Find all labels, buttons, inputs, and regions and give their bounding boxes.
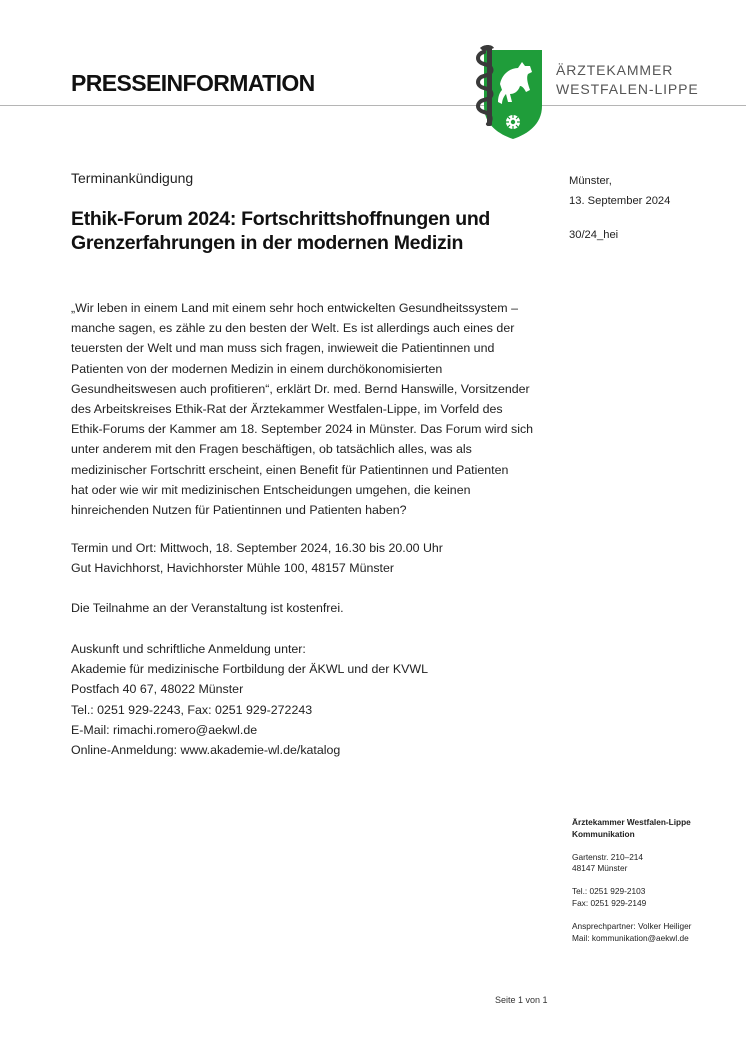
text-line: des Arbeitskreises Ethik-Rat der Ärztekammer Westfalen-Lippe, im Vorfeld des xyxy=(71,402,503,417)
headline-line: Ethik-Forum 2024: Fortschrittshoffnungen und xyxy=(71,208,491,230)
email-link[interactable]: E-Mail: rimachi.romero@aekwl.de xyxy=(71,722,258,737)
contact-mail[interactable]: Mail: kommunikation@aekwl.de xyxy=(572,932,689,943)
meta-reference: 30/24_hei xyxy=(569,229,619,241)
paragraph-fee xyxy=(71,598,551,618)
text-line: teuersten der Welt und man muss sich fragen, inwieweit die Patientinnen und xyxy=(71,341,495,356)
text-line: Akademie für medizinische Fortbildung der ÄKWL und der KVWL xyxy=(71,662,428,677)
online-registration-link[interactable]: Online-Anmeldung: www.akademie-wl.de/katalog xyxy=(71,743,341,758)
text-line: Die Teilnahme an der Veranstaltung ist kostenfrei. xyxy=(71,601,344,615)
text-line: Gesundheitswesen auch profitieren“, erklärt Dr. med. Bernd Hanswille, Vorsitzender xyxy=(71,381,530,396)
text-line: Postfach 40 67, 48022 Münster xyxy=(71,682,244,697)
text-line: unter anderem mit den Fragen beschäftigen, ob tatsächlich alles, was als xyxy=(71,442,472,457)
contact-city: 48147 Münster xyxy=(572,863,628,874)
contact-fax: Fax: 0251 929-2149 xyxy=(572,897,647,908)
org-name-line2: WESTFALEN-LIPPE xyxy=(556,81,699,97)
meta-date: 13. September 2024 xyxy=(569,195,671,207)
text-line: Tel.: 0251 929-2243, Fax: 0251 929-272243 xyxy=(71,702,313,717)
text-line: hinreichenden Nutzen für Patientinnen und Patienten haben? xyxy=(71,503,407,518)
text-line: medizinischer Fortschritt erscheint, einen Benefit für Patientinnen und Patienten xyxy=(71,462,509,477)
contact-street: Gartenstr. 210–214 xyxy=(572,851,644,862)
meta-block xyxy=(569,171,670,245)
headline xyxy=(71,207,541,255)
contact-person: Ansprechpartner: Volker Heiliger xyxy=(572,920,692,931)
text-line: Patienten von der modernen Medizin in einem durchökonomisierten xyxy=(71,361,443,376)
org-name xyxy=(556,61,699,99)
paragraph-registration xyxy=(71,639,551,760)
text-line: Auskunft und schriftliche Anmeldung unter: xyxy=(71,642,306,656)
org-name-line1: ÄRZTEKAMMER xyxy=(556,62,674,78)
text-line: Gut Havichhorst, Havichhorster Mühle 100, 48157 Münster xyxy=(71,561,395,576)
aekwl-logo-icon xyxy=(470,44,546,140)
paragraph-quote xyxy=(71,298,551,520)
text-line: hat oder wie wir mit medizinischen Entscheidungen umgehen, die keinen xyxy=(71,482,471,497)
text-line: Ethik-Forums der Kammer am 18. September 2024 in Münster. Das Forum wird sich xyxy=(71,422,534,437)
headline-line: Grenzerfahrungen in der modernen Medizin xyxy=(71,232,464,254)
page-title: PRESSEINFORMATION xyxy=(71,70,315,96)
meta-city: Münster, xyxy=(569,175,612,187)
text-line: „Wir leben in einem Land mit einem sehr hoch entwickelten Gesundheitssystem – xyxy=(71,301,518,315)
contact-tel: Tel.: 0251 929-2103 xyxy=(572,886,646,897)
page-number: Seite 1 von 1 xyxy=(495,995,548,1005)
kicker: Terminankündigung xyxy=(71,170,194,186)
header-divider xyxy=(0,105,746,106)
text-line: manche sagen, es zähle zu den besten der Welt. Es ist allerdings auch eines der xyxy=(71,321,515,336)
contact-dept: Kommunikation xyxy=(572,828,635,839)
paragraph-date-location xyxy=(71,538,551,578)
text-line: Termin und Ort: Mittwoch, 18. September 2024, 16.30 bis 20.00 Uhr xyxy=(71,541,443,555)
contact-block xyxy=(572,817,691,944)
contact-org: Ärztekammer Westfalen-Lippe xyxy=(572,817,691,827)
